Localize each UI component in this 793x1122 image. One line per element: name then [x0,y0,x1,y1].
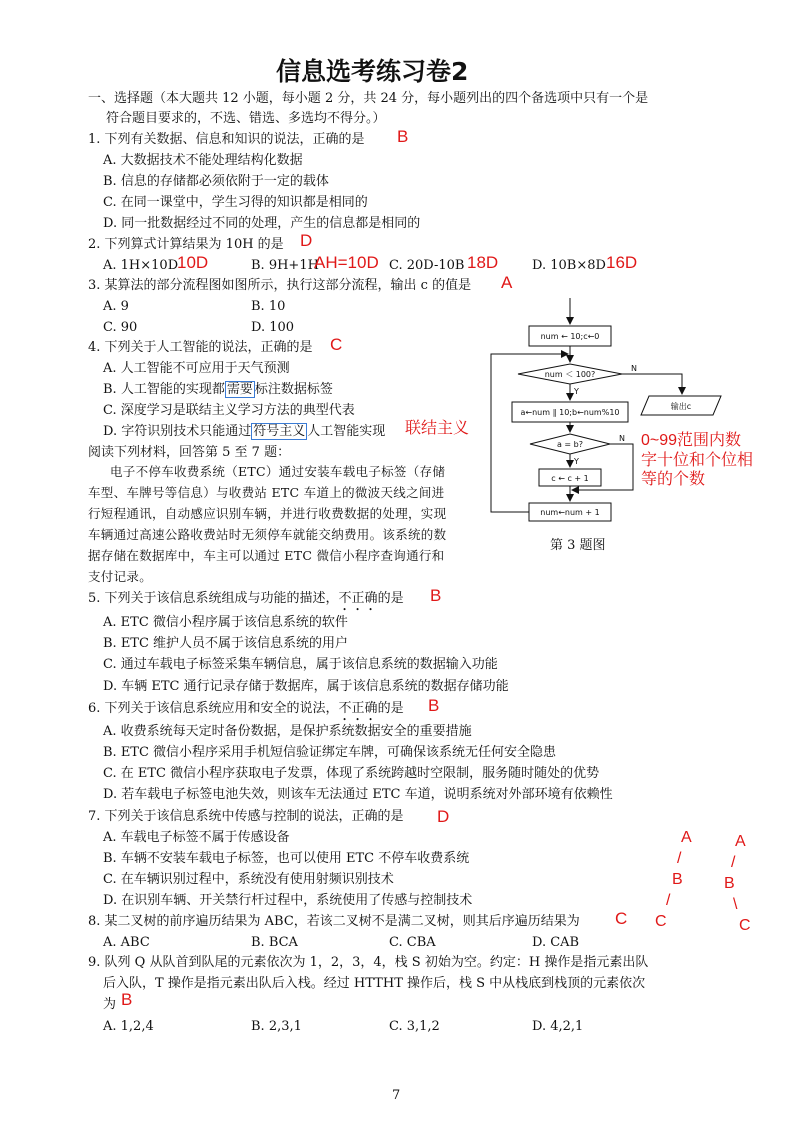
q7-option-d: D. 在识别车辆、开关禁行杆过程中，系统使用了传感与控制技术 [103,893,473,908]
fc-init: num ← 10;c←0 [540,332,600,341]
q3-figure-caption: 第 3 题图 [550,538,606,553]
page-number: 7 [392,1088,401,1103]
q3-option-d: D. 100 [251,320,295,335]
fc-inc-num: num←num + 1 [540,508,600,517]
q4-option-c: C. 深度学习是联结主义学习方法的典型代表 [103,403,355,418]
section-header-line1: 一、选择题（本大题共 12 小题，每小题 2 分，共 24 分，每小题列出的四个备选项中只有一个是 [88,91,649,106]
q2-option-a: A. 1H×10D [103,258,179,273]
q9-option-c: C. 3,1,2 [389,1019,440,1034]
reading-line-1: 电子不停车收费系统（ETC）通过安装车载电子标签（存储 [110,464,446,479]
q3-option-c: C. 90 [103,320,138,335]
q8-tree-right-edge-2: \ [733,896,738,913]
q1-option-a: A. 大数据技术不能处理结构化数据 [103,153,303,168]
fc-no2: N [619,434,625,443]
q1-answer: B [397,127,409,146]
fc-yes1: Y [574,387,579,396]
q6-option-b: B. ETC 微信小程序采用手机短信验证绑定车牌，可确保该系统无任何安全隐患 [103,745,557,760]
fc-no1: N [631,364,637,373]
q2-note-d: 16D [606,253,638,272]
q8-stem: 8. 某二叉树的前序遍历结果为 ABC，若该二叉树不是满二叉树，则其后序遍历结果为 [88,914,580,929]
q4-option-b: B. 人工智能的实现都 需要 标注数据标签 [103,382,333,397]
q5-option-c: C. 通过车载电子标签采集车辆信息，属于该信息系统的数据输入功能 [103,657,498,672]
q3-note-line1: 0~99范围内数 [641,432,742,449]
q9-answer: B [121,990,133,1009]
q2-stem: 2. 下列算式计算结果为 10H 的是 [88,237,284,252]
q8-tree-left-node-c: C [655,913,667,930]
reading-line-4: 车辆通过高速公路收费站时无须停车就能交纳费用。该系统的数 [88,527,447,542]
q8-option-c: C. CBA [389,935,436,950]
q2-answer: D [300,231,313,250]
reading-intro: 阅读下列材料，回答第 5 至 7 题： [88,445,291,460]
q8-option-b: B. BCA [251,935,298,950]
q9-stem-line3: 为 [103,997,117,1012]
q7-stem: 7. 下列关于该信息系统中传感与控制的说法，正确的是 [88,809,404,824]
q2-note-a: 10D [177,253,209,272]
q9-option-b: B. 2,3,1 [251,1019,302,1034]
reading-line-2: 车型、车牌号等信息）与收费站 ETC 车道上的微波天线之间进 [88,485,445,500]
q6-option-d: D. 若车载电子标签电池失效，则该车无法通过 ETC 车道，说明系统对外部环境有依赖性 [103,787,613,802]
q3-note-line3: 等的个数 [641,471,706,488]
q8-answer: C [615,909,628,928]
q4-stem: 4. 下列关于人工智能的说法，正确的是 [88,340,313,355]
q8-tree-right-node-c: C [739,917,751,934]
q5-option-a: A. ETC 微信小程序属于该信息系统的软件 [103,615,348,630]
q8-tree-right-edge-1: / [731,854,736,871]
q9-option-d: D. 4,2,1 [532,1019,584,1034]
fc-inc-c: c ← c + 1 [551,474,589,483]
q3-note-line2: 字十位和个位相 [641,452,754,469]
q4-answer: C [330,335,343,354]
q1-option-b: B. 信息的存储都必须依附于一定的载体 [103,174,329,189]
q8-option-a: A. ABC [103,935,150,950]
q8-tree-left-edge-2: / [666,892,671,909]
q8-tree-left-node-b: B [672,871,683,888]
page-title: 信息选考练习卷2 [276,57,469,86]
fc-assign: a←num ∥ 10;b←num%10 [520,408,620,417]
q4-note: 联结主义 [405,420,470,437]
fc-output: 输出c [670,402,692,411]
q6-option-c: C. 在 ETC 微信小程序获取电子发票，体现了系统跨越时空限制，服务随时随处的优势 [103,766,600,781]
q7-option-c: C. 在车辆识别过程中，系统没有使用射频识别技术 [103,872,394,887]
q5-stem-emphasis: 不正确 [338,591,378,606]
q2-option-d: D. 10B×8D [532,258,606,273]
q3-option-b: B. 10 [251,299,286,314]
q5-answer: B [430,586,442,605]
q8-option-d: D. CAB [532,935,580,950]
q7-answer: D [437,807,450,826]
q2-option-c: C. 20D-10B [389,258,465,273]
section-header-line2: 符合题目要求的，不选、错选、多选均不得分。） [106,111,386,126]
q3-flowchart [485,298,725,530]
q1-option-d: D. 同一批数据经过不同的处理，产生的信息都是相同的 [103,216,421,231]
q3-answer: A [501,273,513,292]
q6-option-a: A. 收费系统每天定时备份数据，是保护系统数据安全的重要措施 [103,724,472,739]
q4-option-d-highlight: 符号主义 [253,424,306,439]
reading-line-6: 支付记录。 [88,569,153,584]
q6-answer: B [428,696,440,715]
reading-line-5: 据存储在数据库中，车主可以通过 ETC 微信小程序查询通行和 [88,548,445,563]
q3-option-a: A. 9 [103,299,129,314]
q6-stem: 6. 下列关于该信息系统应用和安全的说法，不正确的是 [88,701,404,716]
q8-tree-left-edge-1: / [677,850,682,867]
q5-stem: 5. 下列关于该信息系统组成与功能的描述，不正确的是 [88,591,404,606]
q9-option-a: A. 1,2,4 [103,1019,154,1034]
q4-option-d: D. 字符识别技术只能通过 符号主义 人工智能实现 [103,424,386,439]
q1-option-c: C. 在同一课堂中，学生习得的知识都是相同的 [103,195,368,210]
fc-yes2: Y [574,457,579,466]
q5-option-d: D. 车辆 ETC 通行记录存储于数据库，属于该信息系统的数据存储功能 [103,679,509,694]
q8-tree-right-node-b: B [724,875,735,892]
q2-note-c: 18D [467,253,499,272]
fc-cond1: num ＜ 100? [544,370,596,379]
q2-note-b: AH=10D [314,253,379,272]
q7-option-b: B. 车辆不安装车载电子标签，也可以使用 ETC 不停车收费系统 [103,851,470,866]
q4-option-a: A. 人工智能不可应用于天气预测 [103,361,290,376]
reading-line-3: 行短程通讯，自动感应识别车辆，并进行收费数据的处理，实现 [88,506,447,521]
q9-stem-line2: 后入队，T 操作是指元素出队后入栈。经过 HTTHT 操作后，栈 S 中从栈底到栈顶的元素依次 [103,976,646,991]
q7-option-a: A. 车载电子标签不属于传感设备 [103,830,290,845]
q1-stem: 1. 下列有关数据、信息和知识的说法，正确的是 [88,132,365,147]
q5-option-b: B. ETC 维护人员不属于该信息系统的用户 [103,636,349,651]
q3-stem: 3. 某算法的部分流程图如图所示，执行这部分流程，输出 c 的值是 [88,278,472,293]
q9-stem-line1: 9. 队列 Q 从队首到队尾的元素依次为 1，2，3，4，栈 S 初始为空。约定：H 操作是指元素出队 [88,955,649,970]
q6-stem-emphasis: 不正确 [338,701,378,716]
q2-option-b: B. 9H+1H [251,258,319,273]
q8-tree-left-node-a: A [681,829,692,846]
fc-cond2: a = b? [556,440,584,449]
q8-tree-right-node-a: A [735,833,746,850]
q4-option-b-highlight: 需要 [226,382,253,397]
